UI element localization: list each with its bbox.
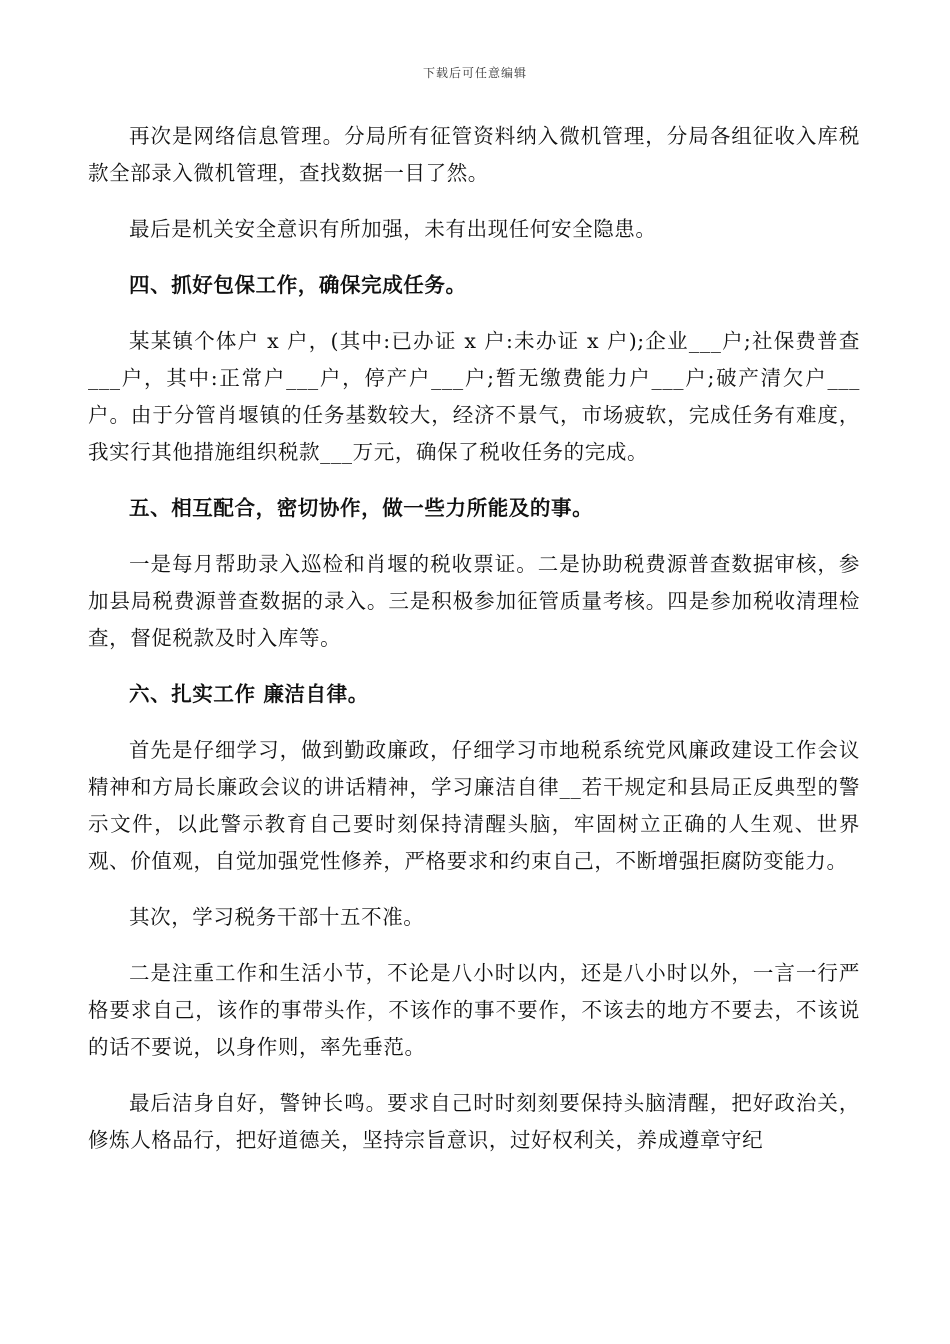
section-heading-4: 四、抓好包保工作，确保完成任务。 xyxy=(129,273,467,297)
paragraph-cooperation: 一是每月帮助录入巡检和肖堰的税收票证。二是协助税费源普查数据审核，参加县局税费源普查数据的录入。三是积极参加征管质量考核。四是参加税收清理检查，督促税款及时入库等。 xyxy=(88,552,860,650)
document-body xyxy=(88,118,860,1178)
paragraph-details: 二是注重工作和生活小节，不论是八小时以内，还是八小时以外，一言一行严格要求自己，该作的事带头作，不该作的事不要作，不该去的地方不要去，不该说的话不要说，以身作则，率先垂范。 xyxy=(88,961,860,1059)
section-heading-5: 五、相互配合，密切协作，做一些力所能及的事。 xyxy=(129,496,594,520)
paragraph-study-integrity: 首先是仔细学习，做到勤政廉政，仔细学习市地税系统党风廉政建设工作会议精神和方局长廉政会议的讲话精神，学习廉洁自律__若干规定和县局正反典型的警示文件，以此警示教育自己要时刻保持清醒头脑，牢固树立正确的人生观、世界观、价值观，自觉加强党性修养，严格要求和约束自己，不断增强拒腐防变能力。 xyxy=(88,738,860,873)
paragraph-network-management: 再次是网络信息管理。分局所有征管资料纳入微机管理，分局各组征收入库税款全部录入微机管理，查找数据一目了然。 xyxy=(88,124,860,185)
page-header-note: 下载后可任意编辑 xyxy=(422,66,527,80)
paragraph-town-households: 某某镇个体户 x 户，(其中:已办证 x 户:未办证 x 户);企业___户;社保费普查___户，其中:正常户___户，停产户___户;暂无缴费能力户___户;破产清欠户___户。由于分管肖堰镇的任务基数较大，经济不景气，市场疲软，完成任务有难度，我实行其他措施组织税款___万元，确保了税收任务的完成。 xyxy=(88,329,860,464)
paragraph-fifteen-rules: 其次，学习税务干部十五不准。 xyxy=(129,905,425,929)
paragraph-self-discipline: 最后洁身自好，警钟长鸣。要求自己时时刻刻要保持头脑清醒，把好政治关，修炼人格品行，把好道德关，坚持宗旨意识，过好权利关，养成遵章守纪 xyxy=(88,1091,860,1152)
section-heading-6: 六、扎实工作 廉洁自律。 xyxy=(129,682,369,706)
paragraph-security-awareness: 最后是机关安全意识有所加强，未有出现任何安全隐患。 xyxy=(129,217,657,241)
